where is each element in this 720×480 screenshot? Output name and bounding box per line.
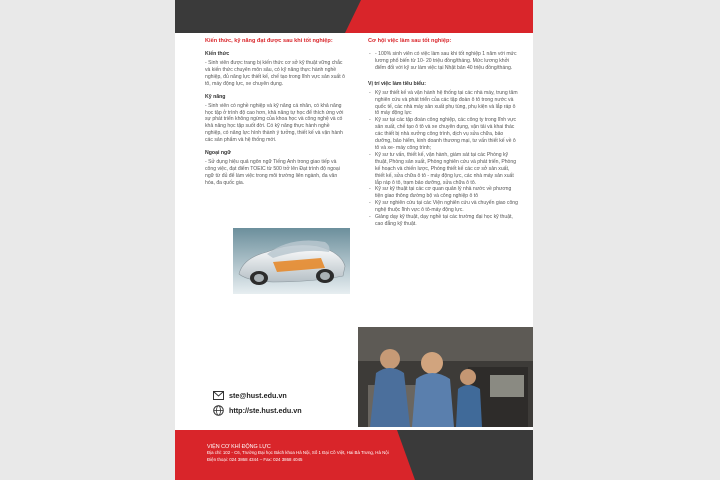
- footer-info: [207, 444, 427, 463]
- website-row: [213, 405, 302, 416]
- knowledge-heading: Kiến thức: [205, 51, 230, 57]
- email-row: [213, 391, 287, 400]
- list-item: - Kỹ sư nghiên cứu tại các Viện nghiên cứu và chuyển giao công nghệ thuộc lĩnh vực ô tô-máy động lực.: [368, 200, 518, 214]
- positions-list: [368, 90, 518, 228]
- header-dark-band: [175, 0, 365, 33]
- list-item: - Kỹ sư kỹ thuật tại các cơ quan quản lý nhà nước về phương tiện giao thông đường bộ và công nghiệp ô tô: [368, 186, 518, 200]
- engineers-photo: [358, 327, 533, 427]
- list-item: - Giảng dạy kỹ thuật, dạy nghề tại các trường đại học kỹ thuật, cao đẳng kỹ thuật.: [368, 214, 518, 228]
- footer-phone: Điện thoại: 024 3868 4344 – Fax: 024 3868 4045: [207, 456, 303, 462]
- envelope-icon: [213, 391, 224, 400]
- knowledge-text: - Sinh viên được trang bị kiến thức cơ sở kỹ thuật vững chắc và kiến thức chuyên môn sâu, có kỹ năng thực hành nghề nghiệp, đủ năng lực thiết kế, chế tạo trong lĩnh vực sản xuất ô tô, máy động lực, xe chuyên dụng.: [205, 60, 345, 87]
- left-column: [205, 38, 347, 187]
- header-red-band: [345, 0, 533, 33]
- globe-icon: [213, 405, 224, 416]
- list-item: - Kỹ sư tư vấn, thiết kế, vận hành, giám sát tại các Phòng kỹ thuật, Phòng sản xuất, Phòng nghiên cứu và phát triển, Phòng kế hoạch và chiến lược, Phòng thiết kế các cơ sở sản xuất, thiết kế, sửa chữa ô tô - máy động lực, các nhà máy sản xuất lắp ráp ô tô, trạm bảo dưỡng, sửa chữa ô tô.: [368, 152, 518, 187]
- footer-address: Địa chỉ: 102 - C6, Trường Đại học Bách khoa Hà Nội, Số 1 Đại Cồ Việt, Hai Bà Trưng, Hà Nội: [207, 450, 389, 456]
- jobs-text: - - 100% sinh viên có việc làm sau khi tốt nghiệp 1 năm với mức lương phổ biến từ 10- 20 triệu đồng/tháng. Mức lương khởi điểm đối với kỹ sư làm việc tại Nhật bản 40 triệu đồng/tháng.: [368, 51, 518, 72]
- skills-heading: Kỹ năng: [205, 93, 226, 100]
- right-column: [368, 38, 518, 228]
- email-address[interactable]: ste@hust.edu.vn: [229, 391, 287, 400]
- knowledge-skills-title: Kiến thức, kỹ năng đạt được sau khi tốt nghiệp:: [205, 38, 333, 44]
- jobs-list: [368, 51, 518, 72]
- list-item: - Kỹ sư tại các tập đoàn công nghiệp, các công ty trong lĩnh vực sản xuất, chế tạo ô tô và xe chuyên dụng, vận tải và khai thác các thiết bị nhà xưởng công trình, dịch vụ sửa chữa, bảo dưỡng, bảo hiểm, kinh doanh thương mại, tư vấn thiết kế về ô tô và xe- máy công trình;: [368, 117, 518, 152]
- jobs-title: Cơ hội việc làm sau tốt nghiệp:: [368, 38, 452, 44]
- language-heading: Ngoại ngữ: [205, 150, 231, 157]
- positions-title: Vị trí việc làm tiêu biểu:: [368, 80, 426, 87]
- list-item: - Kỹ sư thiết kế và vận hành hệ thống tại các nhà máy, trung tâm nghiên cứu và phát triển của các tập đoàn ô tô trong nước và quốc tế, các nhà máy sản xuất phụ tùng, phụ kiện và lắp ráp ô tô máy động lực: [368, 90, 518, 118]
- brochure-page: [175, 0, 533, 480]
- footer-organization: VIỆN CƠ KHÍ ĐỘNG LỰC: [207, 444, 271, 450]
- language-text: - Sử dụng hiệu quả ngôn ngữ Tiếng Anh trong giao tiếp và công việc, đạt điểm TOEIC từ 500 trở lên Đạt trình độ ngoại ngữ từ đủ để làm việc trong môi trường liên ngành, đa văn hóa, đa quốc gia.: [205, 159, 340, 186]
- website-link[interactable]: http://ste.hust.edu.vn: [229, 406, 302, 415]
- skills-text: - Sinh viên có nghề nghiệp và kỹ năng cá nhân, có khả năng học tập ở trình độ cao hơn, khả năng tự học để thích ứng với sự phát triển không ngừng của khoa học và công nghệ và có khả năng học tập suốt đời. Có kỹ năng thực hành nghề nghiệp, có năng lực hình thành ý tưởng, thiết kế và vận hành các sản phẩm và hệ thống mới.: [205, 102, 344, 144]
- concept-car-image: [233, 228, 350, 294]
